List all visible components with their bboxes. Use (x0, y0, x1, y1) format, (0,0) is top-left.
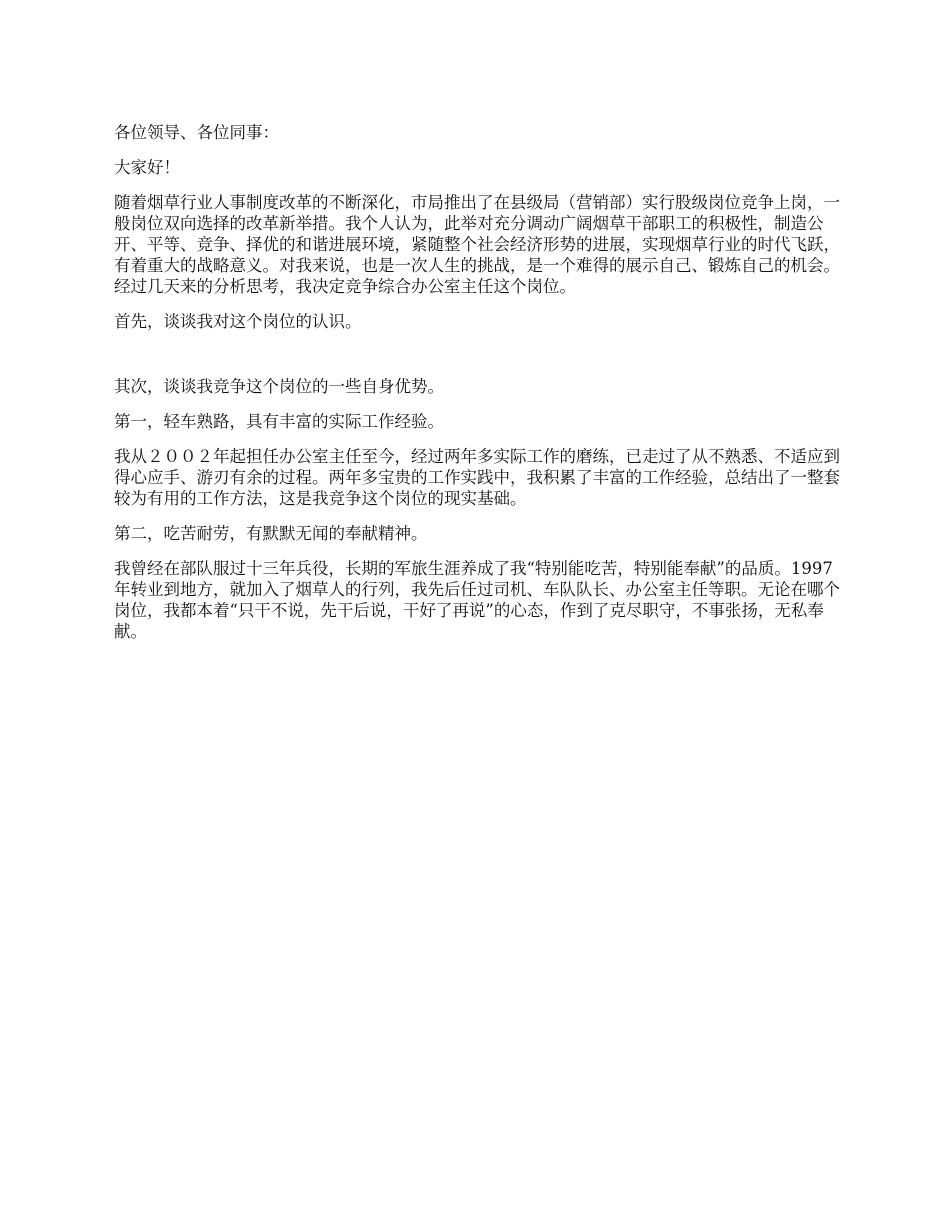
point-one-title: 第一，轻车熟路，具有丰富的实际工作经验。 (114, 412, 444, 431)
blank-spacer (114, 346, 840, 376)
section-heading-second: 其次，谈谈我竞争这个岗位的一些自身优势。 (114, 377, 444, 396)
document-body (114, 122, 840, 656)
intro-paragraph: 随着烟草行业人事制度改革的不断深化，市局推出了在县级局（营销部）实行股级岗位竞争上岗，一般岗位双向选择的改革新举措。我个人认为，此举对充分调动广阔烟草干部职工的积极性，制造公开、平等、竞争、择优的和谐进展环境，紧随整个社会经济形势的进展，实现烟草行业的时代飞跃，有着重大的战略意义。对我来说，也是一次人生的挑战，是一个难得的展示自己、锻炼自己的机会。经过几天来的分析思考，我决定竞争综合办公室主任这个岗位。 (114, 193, 840, 296)
point-one-body: 我从２００２年起担任办公室主任至今，经过两年多实际工作的磨练，已走过了从不熟悉、不适应到得心应手、游刃有余的过程。两年多宝贵的工作实践中，我积累了丰富的工作经验，总结出了一整套较为有用的工作方法，这是我竞争这个岗位的现实基础。 (114, 447, 840, 508)
point-two-title: 第二，吃苦耐劳，有默默无闻的奉献精神。 (114, 524, 428, 543)
point-two-body: 我曾经在部队服过十三年兵役，长期的军旅生涯养成了我“特别能吃苦，特别能奉献”的品质。1997 年转业到地方，就加入了烟草人的行列，我先后任过司机、车队队长、办公室主任等职。无论在哪个岗位，我都本着“只干不说，先干后说，干好了再说”的心态，作到了克尽职守，不事张扬，无私奉献。 (114, 559, 840, 641)
greeting: 大家好！ (114, 158, 180, 177)
section-heading-first: 首先，谈谈我对这个岗位的认识。 (114, 312, 362, 331)
salutation: 各位领导、各位同事： (114, 123, 279, 142)
